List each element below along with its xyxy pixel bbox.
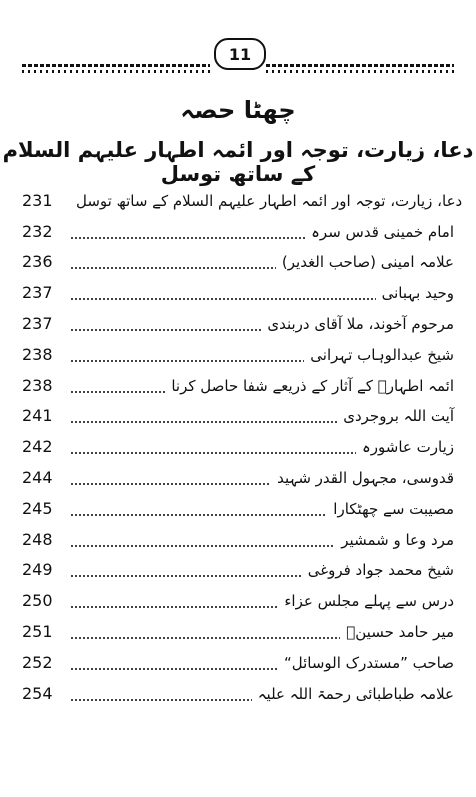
toc-title: شیخ محمد جواد فروغی [307,561,454,580]
toc-row [22,459,454,490]
toc-leader [70,376,165,394]
toc-title: مرد وعا و شمشیر [341,530,454,549]
toc-page: 249 [22,560,53,580]
toc-row [22,336,454,367]
toc-page: 254 [22,683,53,703]
toc-page: 231 [22,190,53,210]
toc-title: درس سے پہلے مجلس عزاء [284,592,454,611]
toc-title: علامہ امینی (صاحب الغدیر) [281,253,454,272]
toc-row [22,552,454,583]
toc-page: 251 [22,621,53,641]
toc-title: مرحوم آخوند، ملا آقای دربندی [267,314,454,333]
toc-leader [70,314,261,332]
toc-leader [70,653,278,671]
header-rule-right [266,64,454,74]
toc-row [22,244,454,275]
toc-page: 236 [22,252,53,272]
toc-title: وحید بہبانی [381,284,454,303]
toc-page: 241 [22,406,53,426]
toc-page: 238 [22,344,53,364]
toc-title: ائمہ اطہارؑ کے آثار کے ذریعے شفا حاصل کرنا [171,376,454,395]
toc-leader [70,222,305,240]
toc-leader [70,406,337,424]
toc-leader [70,622,340,640]
toc-leader [70,468,271,486]
toc-leader [70,345,304,363]
toc-row [22,582,454,613]
toc-leader [70,684,252,702]
toc-page: 250 [22,591,53,611]
toc-page: 232 [22,221,53,241]
toc-leader [70,252,276,270]
toc-leader [70,530,335,548]
toc-leader [70,591,278,609]
toc-title: میر حامد حسینؒ [346,622,454,641]
toc-page: 242 [22,437,53,457]
toc-title: مصیبت سے چھٹکارا [333,499,454,518]
toc-page: 248 [22,529,53,549]
toc-row [22,274,454,305]
toc-title: شیخ عبدالوہاب تہرانی [310,345,454,364]
header-rule-left [22,64,210,74]
toc-row [22,428,454,459]
toc-leader [70,560,302,578]
toc-title: آیت اللہ بروجردی [343,407,454,426]
toc-title: امام خمینی قدس سرہ [311,222,454,241]
toc-title: صاحب ”مستدرک الوسائل“ [283,653,454,672]
chapter-title: دعا، زیارت، توجہ اور ائمہ اطہار علیہم السلام کے ساتھ توسل [2,138,474,186]
toc-leader [70,499,327,517]
toc-title: علامہ طباطبائی رحمۃ اللہ علیہ [257,684,454,703]
toc-leader [70,437,356,455]
toc-page: 244 [22,467,53,487]
toc-row [22,644,454,675]
toc-row [22,613,454,644]
section-title: چھٹا حصہ [180,96,296,124]
toc-title: زیارت عاشورہ [362,438,454,457]
toc-page: 237 [22,313,53,333]
toc-page: 252 [22,652,53,672]
page-number: 11 [214,38,266,70]
toc-page: 245 [22,498,53,518]
toc-page: 237 [22,283,53,303]
toc-row [22,521,454,552]
toc-row [22,305,454,336]
toc-row [22,675,454,706]
toc-row [22,398,454,429]
toc-row [22,367,454,398]
toc-row [22,490,454,521]
toc-title: دعا، زیارت، توجہ اور ائمہ اطہار علیہم السلام کے ساتھ توسل [76,191,463,210]
toc-title: قدوسی، مجہول القدر شہید [277,468,454,487]
toc-row [22,213,454,244]
toc-row [22,182,463,213]
toc-leader [70,283,376,301]
table-of-contents [22,182,463,706]
toc-page: 238 [22,375,53,395]
